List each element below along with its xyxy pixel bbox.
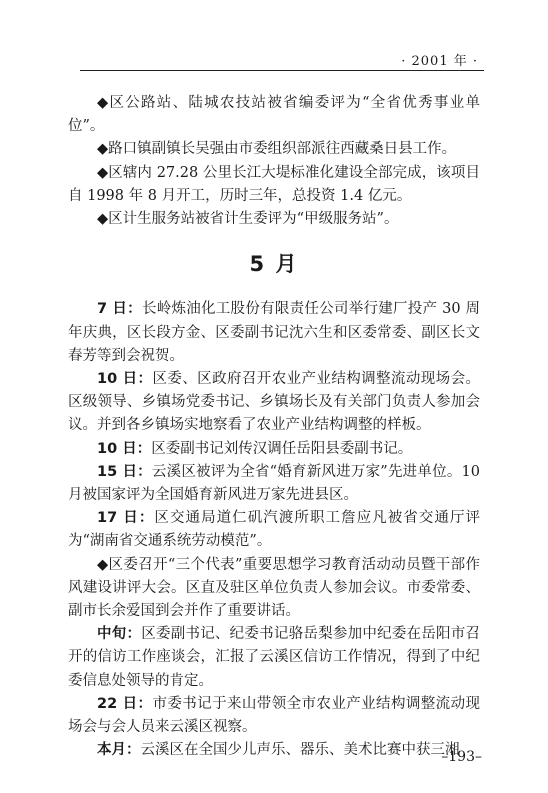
entry-date: 15 日： bbox=[97, 463, 152, 480]
entry-text: 云溪区被评为全省“婚育新风进万家”先进单位。10 月被国家评为全国婚育新风进万家先进县区。 bbox=[68, 463, 480, 504]
entry-paragraph bbox=[68, 438, 480, 461]
entry-date: 中旬： bbox=[97, 626, 142, 643]
entry-text: 云溪区在全国少儿声乐、器乐、美术比赛中获三湘 bbox=[140, 742, 460, 759]
entry-date: 17 日： bbox=[97, 510, 155, 527]
entry-text: 区委、区政府召开农业产业结构调整流动现场会。区级领导、乡镇场党委书记、乡镇场长及有关部门负责人参加会议。并到各乡镇场实地察看了农业产业结构调整的样板。 bbox=[68, 371, 480, 434]
entry-date: 10 日： bbox=[97, 440, 152, 457]
header-year: · 2001 年 · bbox=[401, 54, 478, 69]
entry-text: 长岭炼油化工股份有限责任公司举行建厂投产 30 周年庆典，区长段方金、区委副书记沈六生和区委常委、副区长文春芳等到会祝贺。 bbox=[68, 301, 481, 364]
intro-paragraph: ◆区辖内 27.28 公里长江大堤标准化建设全部完成，该项目自 1998 年 8 月开工，历时三年，总投资 1.4 亿元。 bbox=[68, 164, 480, 204]
entry-paragraph bbox=[68, 623, 480, 693]
page-number: –193– bbox=[441, 749, 482, 765]
entry-paragraph bbox=[68, 368, 480, 438]
intro-paragraph: ◆区计生服务站被省计生委评为“甲级服务站”。 bbox=[97, 211, 399, 228]
entry-paragraph bbox=[68, 693, 480, 739]
entry-text: 区委副书记刘传汉调任岳阳县委副书记。 bbox=[151, 440, 413, 457]
running-header bbox=[80, 50, 484, 71]
entry-paragraph bbox=[68, 554, 480, 624]
page-body bbox=[68, 92, 480, 762]
entry-date: 10 日： bbox=[97, 371, 153, 388]
entry-text: 区交通局道仁矶汽渡所职工詹应凡被省交通厅评为“湖南省交通系统劳动模范”。 bbox=[68, 510, 481, 550]
entry-text: 市委书记于来山带领全市农业产业结构调整流动现场会与会人员来云溪区视察。 bbox=[68, 695, 480, 736]
entry-date: 22 日： bbox=[97, 695, 153, 712]
intro-paragraph: ◆区公路站、陆城农技站被省编委评为“全省优秀事业单位”。 bbox=[68, 95, 480, 135]
section-title: 5 月 bbox=[249, 252, 299, 277]
entry-paragraph bbox=[68, 298, 480, 368]
entry-date: 本月： bbox=[97, 742, 141, 759]
entry-text: ◆区委召开“三个代表”重要思想学习教育活动动员暨干部作风建设讲评大会。区直及驻区单位负责人参加会议。市委常委、副市长余爱国到会并作了重要讲话。 bbox=[68, 556, 480, 620]
entry-date: 7 日： bbox=[97, 301, 142, 318]
entry-paragraph bbox=[68, 461, 480, 507]
entry-text: 区委副书记、纪委书记骆岳梨参加中纪委在岳阳市召开的信访工作座谈会，汇报了云溪区信访工作情况，得到了中纪委信息处领导的肯定。 bbox=[68, 626, 481, 689]
entry-paragraph bbox=[68, 739, 480, 762]
intro-paragraph: ◆路口镇副镇长吴强由市委组织部派往西藏桑日县工作。 bbox=[97, 141, 457, 158]
entry-paragraph bbox=[68, 507, 480, 553]
